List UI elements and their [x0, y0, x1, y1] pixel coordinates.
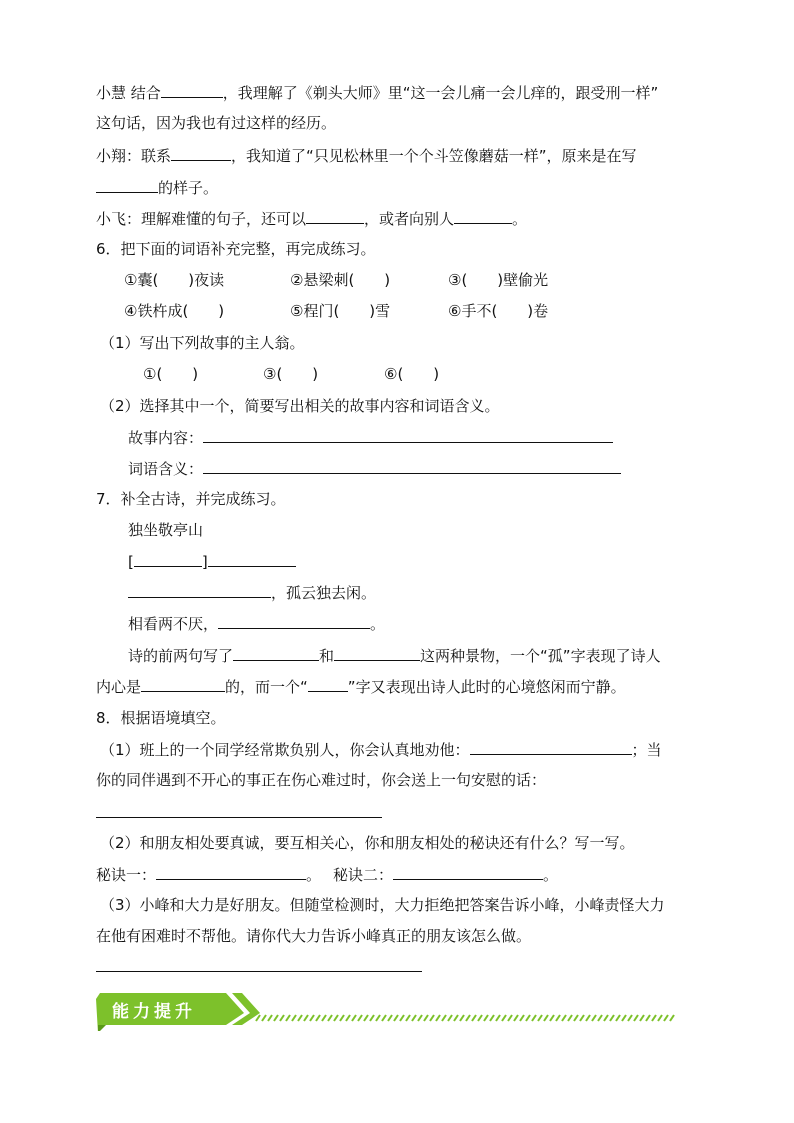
q6-meaning-row — [128, 458, 621, 479]
q6-sub1-item-1: ①( ) — [143, 365, 199, 383]
banner-fold — [98, 1025, 106, 1031]
tip2-label: 秘诀二： — [333, 866, 394, 884]
p1-blank-1[interactable] — [161, 82, 223, 98]
q8-s1-text-a: （1）班上的一个同学经常欺负别人，你会认真地劝他： — [100, 741, 470, 759]
p3-blank-1[interactable] — [306, 208, 364, 224]
poem-blank-1b[interactable] — [208, 551, 296, 567]
poem-title: 独坐敬亭山 — [128, 521, 204, 539]
q8-s1-text-b: ；当 — [631, 741, 662, 759]
q8-s1-answer-line[interactable] — [96, 817, 382, 818]
poem-blank-2[interactable] — [128, 582, 271, 598]
q6-sub2: （2）选择其中一个，简要写出相关的故事内容和词语含义。 — [100, 397, 500, 415]
meaning-answer-line[interactable] — [203, 458, 621, 474]
p2-text-a: 小翔：联系 — [96, 147, 172, 165]
bracket-open: [ — [128, 553, 134, 571]
section-title: 能力提升 — [112, 1002, 196, 1022]
q6-sub1-item-2: ③( ) — [263, 365, 319, 383]
p2-line1 — [96, 145, 637, 166]
bracket-close: ] — [201, 553, 208, 571]
analysis-text-b: 和 — [319, 647, 335, 665]
q8-s3-answer-line[interactable] — [96, 971, 422, 972]
q6-item-1: ①囊( )夜读 — [124, 271, 225, 289]
poem-blank-3[interactable] — [218, 613, 370, 629]
p3-text-a: 小飞：理解难懂的句子，还可以 — [96, 210, 307, 228]
q8-s2: （2）和朋友相处要真诚，要互相关心，你和朋友相处的秘诀还有什么？写一写。 — [100, 834, 635, 852]
analysis-blank-1[interactable] — [233, 645, 319, 661]
poem-line-2 — [128, 582, 376, 603]
p2-text-b: ，我知道了“只见松林里一个个斗笠像蘑菇一样”，原来是在写 — [231, 147, 637, 165]
q8-tips-row — [96, 864, 558, 885]
q6-title: 6．把下面的词语补充完整，再完成练习。 — [96, 240, 376, 258]
poem-line-3-text: 相看两不厌， — [128, 615, 219, 633]
analysis-text-a: 诗的前两句写了 — [128, 647, 234, 665]
poem-blank-1a[interactable] — [134, 551, 202, 567]
analysis-blank-4[interactable] — [308, 676, 348, 692]
q8-s1-line1 — [100, 739, 662, 760]
p1-line1 — [96, 82, 658, 103]
p2-line2 — [96, 177, 218, 198]
meaning-label: 词语含义： — [128, 460, 204, 478]
p1-line2 — [96, 113, 336, 133]
p1-text-b: ，我理解了《剃头大师》里“这一会儿痛一会儿痒的，跟受刑一样” — [222, 84, 659, 102]
q8-s1-blank-1[interactable] — [470, 739, 632, 755]
q7-title: 7．补全古诗，并完成练习。 — [96, 490, 286, 508]
tip1-end: 。 — [306, 866, 322, 884]
q6-sub1: （1）写出下列故事的主人翁。 — [100, 334, 305, 352]
p2-blank-1[interactable] — [171, 145, 231, 161]
p3-line — [96, 208, 527, 229]
p3-text-b: ，或者向别人 — [364, 210, 455, 228]
p3-blank-2[interactable] — [454, 208, 512, 224]
poem-line-2-text: ，孤云独去闲。 — [271, 584, 377, 602]
q8-title: 8．根据语境填空。 — [96, 709, 226, 727]
p2-text-c: 的样子。 — [158, 179, 219, 197]
analysis-text-c: 这两种景物，一个“孤”字表现了诗人 — [420, 647, 661, 665]
q6-story-row — [128, 427, 613, 448]
q6-item-5: ⑤程门( )雪 — [290, 302, 391, 320]
p1-text-a: 小慧 结合 — [96, 84, 161, 102]
q8-s3-line2: 在他有困难时不帮他。请你代大力告诉小峰真正的朋友该怎么做。 — [96, 927, 532, 945]
poem-line-3 — [128, 613, 385, 634]
poem-line-1 — [128, 551, 296, 572]
tip2-blank[interactable] — [393, 864, 543, 880]
q6-item-3: ③( )壁偷光 — [448, 271, 549, 289]
q8-s1-line2: 你的同伴遇到不开心的事正在伤心难过时，你会送上一句安慰的话： — [96, 771, 547, 789]
analysis-text-d: 内心是 — [96, 678, 142, 696]
q8-s3-line1: （3）小峰和大力是好朋友。但随堂检测时，大力拒绝把答案告诉小峰，小峰责怪大力 — [100, 896, 665, 914]
story-label: 故事内容： — [128, 429, 204, 447]
q6-item-4: ④铁杵成( ) — [124, 302, 225, 320]
poem-line-3-end: 。 — [370, 615, 386, 633]
q6-sub1-item-3: ⑥( ) — [384, 365, 440, 383]
tip1-blank[interactable] — [156, 864, 306, 880]
analysis-blank-3[interactable] — [141, 676, 225, 692]
p2-blank-2[interactable] — [96, 177, 158, 193]
story-answer-line[interactable] — [203, 427, 613, 443]
q6-item-2: ②悬梁刺( ) — [290, 271, 391, 289]
tip1-label: 秘诀一： — [96, 866, 157, 884]
analysis-text-f: ”字又表现出诗人此时的心境悠闲而宁静。 — [347, 678, 626, 696]
analysis-text-e: 的，而一个“ — [225, 678, 308, 696]
p1-text-c: 这句话，因为我也有过这样的经历。 — [96, 114, 337, 132]
q7-analysis-line1 — [128, 645, 661, 666]
p3-text-c: 。 — [512, 210, 528, 228]
banner-hatch — [256, 1015, 674, 1021]
analysis-blank-2[interactable] — [334, 645, 420, 661]
tip2-end: 。 — [543, 866, 559, 884]
q7-analysis-line2 — [96, 676, 626, 697]
section-banner — [96, 991, 676, 1031]
q6-item-6: ⑥手不( )卷 — [448, 302, 549, 320]
